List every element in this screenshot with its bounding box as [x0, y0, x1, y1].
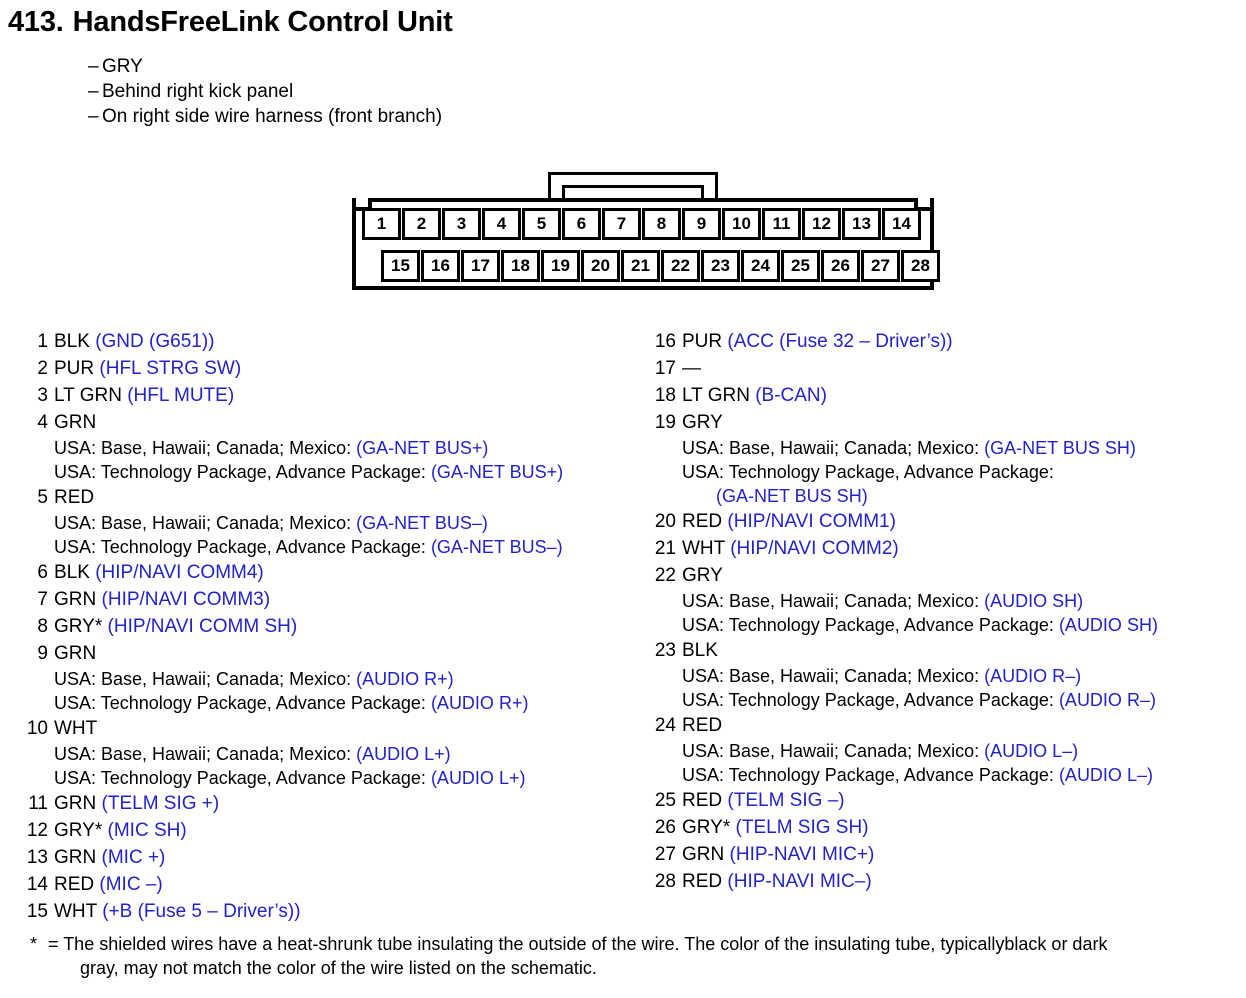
pin-variant	[54, 436, 640, 460]
connector-pin-5: 5	[522, 208, 561, 240]
pin-variant-list	[682, 664, 1238, 712]
signal-name: (HFL MUTE)	[127, 385, 235, 406]
pin-entry-23	[648, 637, 1238, 712]
footnote	[30, 932, 1230, 980]
pin-variant-list	[682, 739, 1238, 787]
pin-entry-head	[648, 535, 1238, 562]
signal-name: (HIP-NAVI MIC+)	[729, 844, 875, 865]
pin-entry-12	[20, 817, 640, 844]
pin-variant-label: USA: Base, Hawaii; Canada; Mexico:	[54, 669, 352, 689]
connector-pin-15: 15	[381, 250, 420, 282]
pin-number: 9	[37, 643, 48, 664]
pin-entry-27	[648, 841, 1238, 868]
pin-number: 25	[654, 790, 676, 811]
pin-variant	[682, 613, 1238, 637]
wire-color: GRY*	[54, 616, 103, 637]
pin-variant-signal: (GA-NET BUS SH)	[984, 438, 1136, 458]
pin-variant-label: USA: Technology Package, Advance Package:	[682, 615, 1054, 635]
pin-entry-head	[648, 355, 1238, 382]
wire-color: WHT	[682, 538, 725, 559]
pin-number: 10	[26, 718, 48, 739]
page-title-number: 413.	[8, 6, 64, 38]
connector-pin-16: 16	[421, 250, 460, 282]
connector-pin-1: 1	[362, 208, 401, 240]
wire-color: PUR	[54, 358, 95, 379]
wire-color: RED	[682, 871, 723, 892]
pin-variant-signal: (AUDIO R+)	[430, 693, 529, 713]
footnote-line-1: = The shielded wires have a heat-shrunk tube insulating the outside of the wire. The color of the insulating tube, typicallyblack or dark	[48, 934, 1108, 954]
connector-pin-9: 9	[682, 208, 721, 240]
wire-color: BLK	[54, 331, 90, 352]
location-note-label: On right side wire harness (front branch)	[102, 106, 443, 127]
pin-variant-list	[682, 589, 1238, 637]
bullet-dash: –	[88, 56, 99, 77]
connector-pin-7: 7	[602, 208, 641, 240]
signal-name: (+B (Fuse 5 – Driver’s))	[102, 901, 301, 922]
pin-number: 12	[26, 820, 48, 841]
pin-variant-label: USA: Base, Hawaii; Canada; Mexico:	[54, 438, 352, 458]
pin-number: 15	[26, 901, 48, 922]
pin-variant-list	[54, 511, 640, 559]
pin-variant-list	[54, 667, 640, 715]
pin-variant-signal: (GA-NET BUS SH)	[716, 486, 868, 506]
pin-number: 16	[654, 331, 676, 352]
connector-pin-12: 12	[802, 208, 841, 240]
wire-color: GRY	[682, 412, 723, 433]
pin-entry-head	[20, 382, 640, 409]
location-note	[88, 79, 442, 104]
pin-variant-label: USA: Technology Package, Advance Package:	[682, 690, 1054, 710]
pin-variant	[682, 763, 1238, 787]
pin-variant-signal: (AUDIO R–)	[1058, 690, 1156, 710]
signal-name: (HIP-NAVI MIC–)	[727, 871, 872, 892]
pin-entry-head	[648, 508, 1238, 535]
pin-variant-label: USA: Technology Package, Advance Package:	[54, 768, 426, 788]
connector-pin-6: 6	[562, 208, 601, 240]
pin-number: 18	[654, 385, 676, 406]
pin-entry-16	[648, 328, 1238, 355]
connector-pin-4: 4	[482, 208, 521, 240]
pin-entry-head	[648, 841, 1238, 868]
wire-color: GRN	[54, 643, 97, 664]
pin-variant	[54, 511, 640, 535]
pin-entry-head	[20, 871, 640, 898]
wire-color: GRY	[682, 565, 723, 586]
wire-color: GRY*	[682, 817, 731, 838]
pin-entry-head	[20, 790, 640, 817]
connector-pin-23: 23	[701, 250, 740, 282]
location-note	[88, 54, 442, 79]
pin-number: 28	[654, 871, 676, 892]
pin-variant-label: USA: Technology Package, Advance Package:	[54, 693, 426, 713]
pin-entry-head	[648, 712, 1238, 739]
pin-number: 11	[28, 793, 48, 814]
pin-variant-signal: (AUDIO SH)	[1058, 615, 1158, 635]
pin-entry-7	[20, 586, 640, 613]
pin-entry-head	[648, 787, 1238, 814]
pin-variant-signal: (GA-NET BUS+)	[430, 462, 564, 482]
pin-variant-label: USA: Base, Hawaii; Canada; Mexico:	[682, 666, 980, 686]
wire-color: WHT	[54, 718, 98, 739]
pin-variant-list	[54, 742, 640, 790]
pin-entry-head	[20, 328, 640, 355]
wire-color: RED	[54, 487, 95, 508]
wire-color: GRN	[682, 844, 725, 865]
pin-variant	[682, 688, 1238, 712]
pin-entry-2	[20, 355, 640, 382]
location-notes	[88, 54, 442, 129]
pin-number: 4	[37, 412, 48, 433]
pin-entry-25	[648, 787, 1238, 814]
pin-variant-label: USA: Technology Package, Advance Package:	[682, 462, 1054, 482]
pin-entry-20	[648, 508, 1238, 535]
pin-entry-head	[20, 817, 640, 844]
wire-color: —	[682, 358, 701, 379]
connector-pin-2: 2	[402, 208, 441, 240]
pin-variant	[54, 667, 640, 691]
pin-variant	[54, 766, 640, 790]
pin-entry-head	[648, 562, 1238, 589]
pin-variant-signal: (AUDIO L–)	[1058, 765, 1153, 785]
pin-variant-label: USA: Base, Hawaii; Canada; Mexico:	[682, 741, 980, 761]
pin-entry-head	[20, 715, 640, 742]
pin-list-right	[648, 328, 1238, 895]
pin-variant-signal: (AUDIO SH)	[984, 591, 1084, 611]
pin-variant-label: USA: Base, Hawaii; Canada; Mexico:	[682, 591, 980, 611]
pin-variant-signal: (GA-NET BUS–)	[430, 537, 563, 557]
pin-number: 8	[37, 616, 48, 637]
signal-name: (TELM SIG +)	[101, 793, 220, 814]
connector-pin-27: 27	[861, 250, 900, 282]
pin-entry-head	[20, 355, 640, 382]
pin-entry-head	[20, 844, 640, 871]
pin-variant	[682, 436, 1238, 460]
footnote-line-2: gray, may not match the color of the wire listed on the schematic.	[80, 958, 597, 978]
page-title	[8, 6, 453, 39]
connector-pin-22: 22	[661, 250, 700, 282]
pin-variant	[54, 535, 640, 559]
connector-pin-row-top	[362, 208, 922, 240]
pin-entry-head	[20, 613, 640, 640]
connector-pin-20: 20	[581, 250, 620, 282]
connector-diagram	[352, 172, 934, 290]
pin-entry-head	[20, 898, 640, 925]
pin-variant	[682, 664, 1238, 688]
pin-number: 1	[37, 331, 48, 352]
pin-variant-signal: (AUDIO R+)	[356, 669, 454, 689]
pin-entry-24	[648, 712, 1238, 787]
wire-color: GRN	[54, 793, 97, 814]
pin-entry-11	[20, 790, 640, 817]
pin-variant-signal: (AUDIO L+)	[356, 744, 451, 764]
pin-entry-5	[20, 484, 640, 559]
connector-pin-17: 17	[461, 250, 500, 282]
pin-entry-head	[648, 868, 1238, 895]
pin-entry-head	[648, 637, 1238, 664]
pin-variant	[54, 742, 640, 766]
wire-color: BLK	[54, 562, 90, 583]
connector-pin-14: 14	[882, 208, 921, 240]
pin-entry-head	[20, 640, 640, 667]
pin-variant-signal: (GA-NET BUS–)	[356, 513, 488, 533]
signal-name: (GND (G651))	[95, 331, 215, 352]
pin-number: 27	[654, 844, 676, 865]
pin-variant-signal: (AUDIO L+)	[430, 768, 526, 788]
signal-name: (MIC +)	[101, 847, 166, 868]
pin-entry-18	[648, 382, 1238, 409]
wire-color: GRN	[54, 589, 97, 610]
wire-color: GRY*	[54, 820, 103, 841]
signal-name: (TELM SIG SH)	[735, 817, 869, 838]
pin-entry-4	[20, 409, 640, 484]
pin-entry-head	[20, 409, 640, 436]
footnote-marker: *	[30, 934, 38, 954]
pin-entry-22	[648, 562, 1238, 637]
pin-number: 13	[26, 847, 48, 868]
bullet-dash: –	[88, 81, 99, 102]
pin-variant	[682, 460, 1238, 484]
connector-pin-3: 3	[442, 208, 481, 240]
signal-name: (ACC (Fuse 32 – Driver’s))	[727, 331, 953, 352]
pin-entry-8	[20, 613, 640, 640]
wire-color: GRN	[54, 412, 97, 433]
pin-number: 17	[654, 358, 676, 379]
connector-pin-26: 26	[821, 250, 860, 282]
pin-entry-17	[648, 355, 1238, 382]
pin-entry-10	[20, 715, 640, 790]
pin-variant-list	[682, 436, 1238, 508]
pin-entry-1	[20, 328, 640, 355]
pin-variant-label: USA: Base, Hawaii; Canada; Mexico:	[54, 744, 352, 764]
pin-variant-label: USA: Technology Package, Advance Package:	[54, 462, 426, 482]
page-title-text: HandsFreeLink Control Unit	[72, 6, 453, 38]
pin-number: 23	[654, 640, 676, 661]
wire-color: RED	[682, 790, 723, 811]
wire-color: LT GRN	[54, 385, 122, 406]
pin-number: 21	[654, 538, 676, 559]
connector-pin-28: 28	[901, 250, 940, 282]
connector-pin-18: 18	[501, 250, 540, 282]
signal-name: (HIP/NAVI COMM1)	[727, 511, 896, 532]
pin-entry-19	[648, 409, 1238, 508]
signal-name: (HIP/NAVI COMM2)	[730, 538, 899, 559]
connector-pin-8: 8	[642, 208, 681, 240]
connector-pin-10: 10	[722, 208, 761, 240]
pin-entry-21	[648, 535, 1238, 562]
wire-color: RED	[54, 874, 95, 895]
signal-name: (HIP/NAVI COMM4)	[95, 562, 264, 583]
pin-variant	[716, 484, 1238, 508]
connector-pin-row-bottom	[381, 250, 941, 282]
signal-name: (HIP/NAVI COMM SH)	[107, 616, 298, 637]
wire-color: WHT	[54, 901, 97, 922]
pin-entry-28	[648, 868, 1238, 895]
pin-entry-head	[648, 382, 1238, 409]
pin-variant-signal: (AUDIO L–)	[984, 741, 1079, 761]
wire-color: PUR	[682, 331, 723, 352]
pin-variant-label: USA: Base, Hawaii; Canada; Mexico:	[54, 513, 352, 533]
pin-variant-label: USA: Technology Package, Advance Package:	[54, 537, 426, 557]
pin-entry-9	[20, 640, 640, 715]
connector-pin-24: 24	[741, 250, 780, 282]
pin-entry-head	[20, 586, 640, 613]
pin-entry-head	[648, 328, 1238, 355]
signal-name: (MIC –)	[99, 874, 163, 895]
pin-variant-signal: (AUDIO R–)	[984, 666, 1082, 686]
wire-color: RED	[682, 511, 723, 532]
pin-entry-14	[20, 871, 640, 898]
pin-entry-6	[20, 559, 640, 586]
bullet-dash: –	[88, 106, 99, 127]
pin-number: 26	[654, 817, 676, 838]
connector-pin-19: 19	[541, 250, 580, 282]
pin-list-left	[20, 328, 640, 925]
signal-name: (HIP/NAVI COMM3)	[101, 589, 271, 610]
pin-number: 7	[37, 589, 48, 610]
pin-variant-signal: (GA-NET BUS+)	[356, 438, 489, 458]
pin-number: 5	[37, 487, 48, 508]
signal-name: (HFL STRG SW)	[99, 358, 242, 379]
pin-variant	[54, 691, 640, 715]
location-note-label: GRY	[102, 56, 143, 77]
pin-number: 14	[26, 874, 48, 895]
pin-variant	[54, 460, 640, 484]
pin-number: 2	[37, 358, 48, 379]
location-note-label: Behind right kick panel	[102, 81, 294, 102]
pin-entry-head	[648, 814, 1238, 841]
pin-entry-head	[648, 409, 1238, 436]
signal-name: (MIC SH)	[107, 820, 187, 841]
pin-number: 20	[654, 511, 676, 532]
pin-entry-head	[20, 484, 640, 511]
wire-color: GRN	[54, 847, 97, 868]
signal-name: (TELM SIG –)	[727, 790, 845, 811]
connector-pin-13: 13	[842, 208, 881, 240]
pin-entry-13	[20, 844, 640, 871]
location-note	[88, 104, 442, 129]
pin-entry-15	[20, 898, 640, 925]
pin-variant-list	[54, 436, 640, 484]
pin-entry-3	[20, 382, 640, 409]
connector-pin-25: 25	[781, 250, 820, 282]
pin-variant	[682, 589, 1238, 613]
signal-name: (B-CAN)	[755, 385, 827, 406]
connector-pin-21: 21	[621, 250, 660, 282]
pin-number: 6	[37, 562, 48, 583]
pin-number: 24	[654, 715, 676, 736]
pin-number: 3	[37, 385, 48, 406]
pin-number: 19	[654, 412, 676, 433]
pin-entry-26	[648, 814, 1238, 841]
wire-color: RED	[682, 715, 723, 736]
pin-variant	[682, 739, 1238, 763]
pin-entry-head	[20, 559, 640, 586]
pin-variant-label: USA: Technology Package, Advance Package:	[682, 765, 1054, 785]
pin-variant-label: USA: Base, Hawaii; Canada; Mexico:	[682, 438, 980, 458]
wire-color: BLK	[682, 640, 718, 661]
wire-color: LT GRN	[682, 385, 750, 406]
connector-pin-11: 11	[762, 208, 801, 240]
pin-number: 22	[654, 565, 676, 586]
